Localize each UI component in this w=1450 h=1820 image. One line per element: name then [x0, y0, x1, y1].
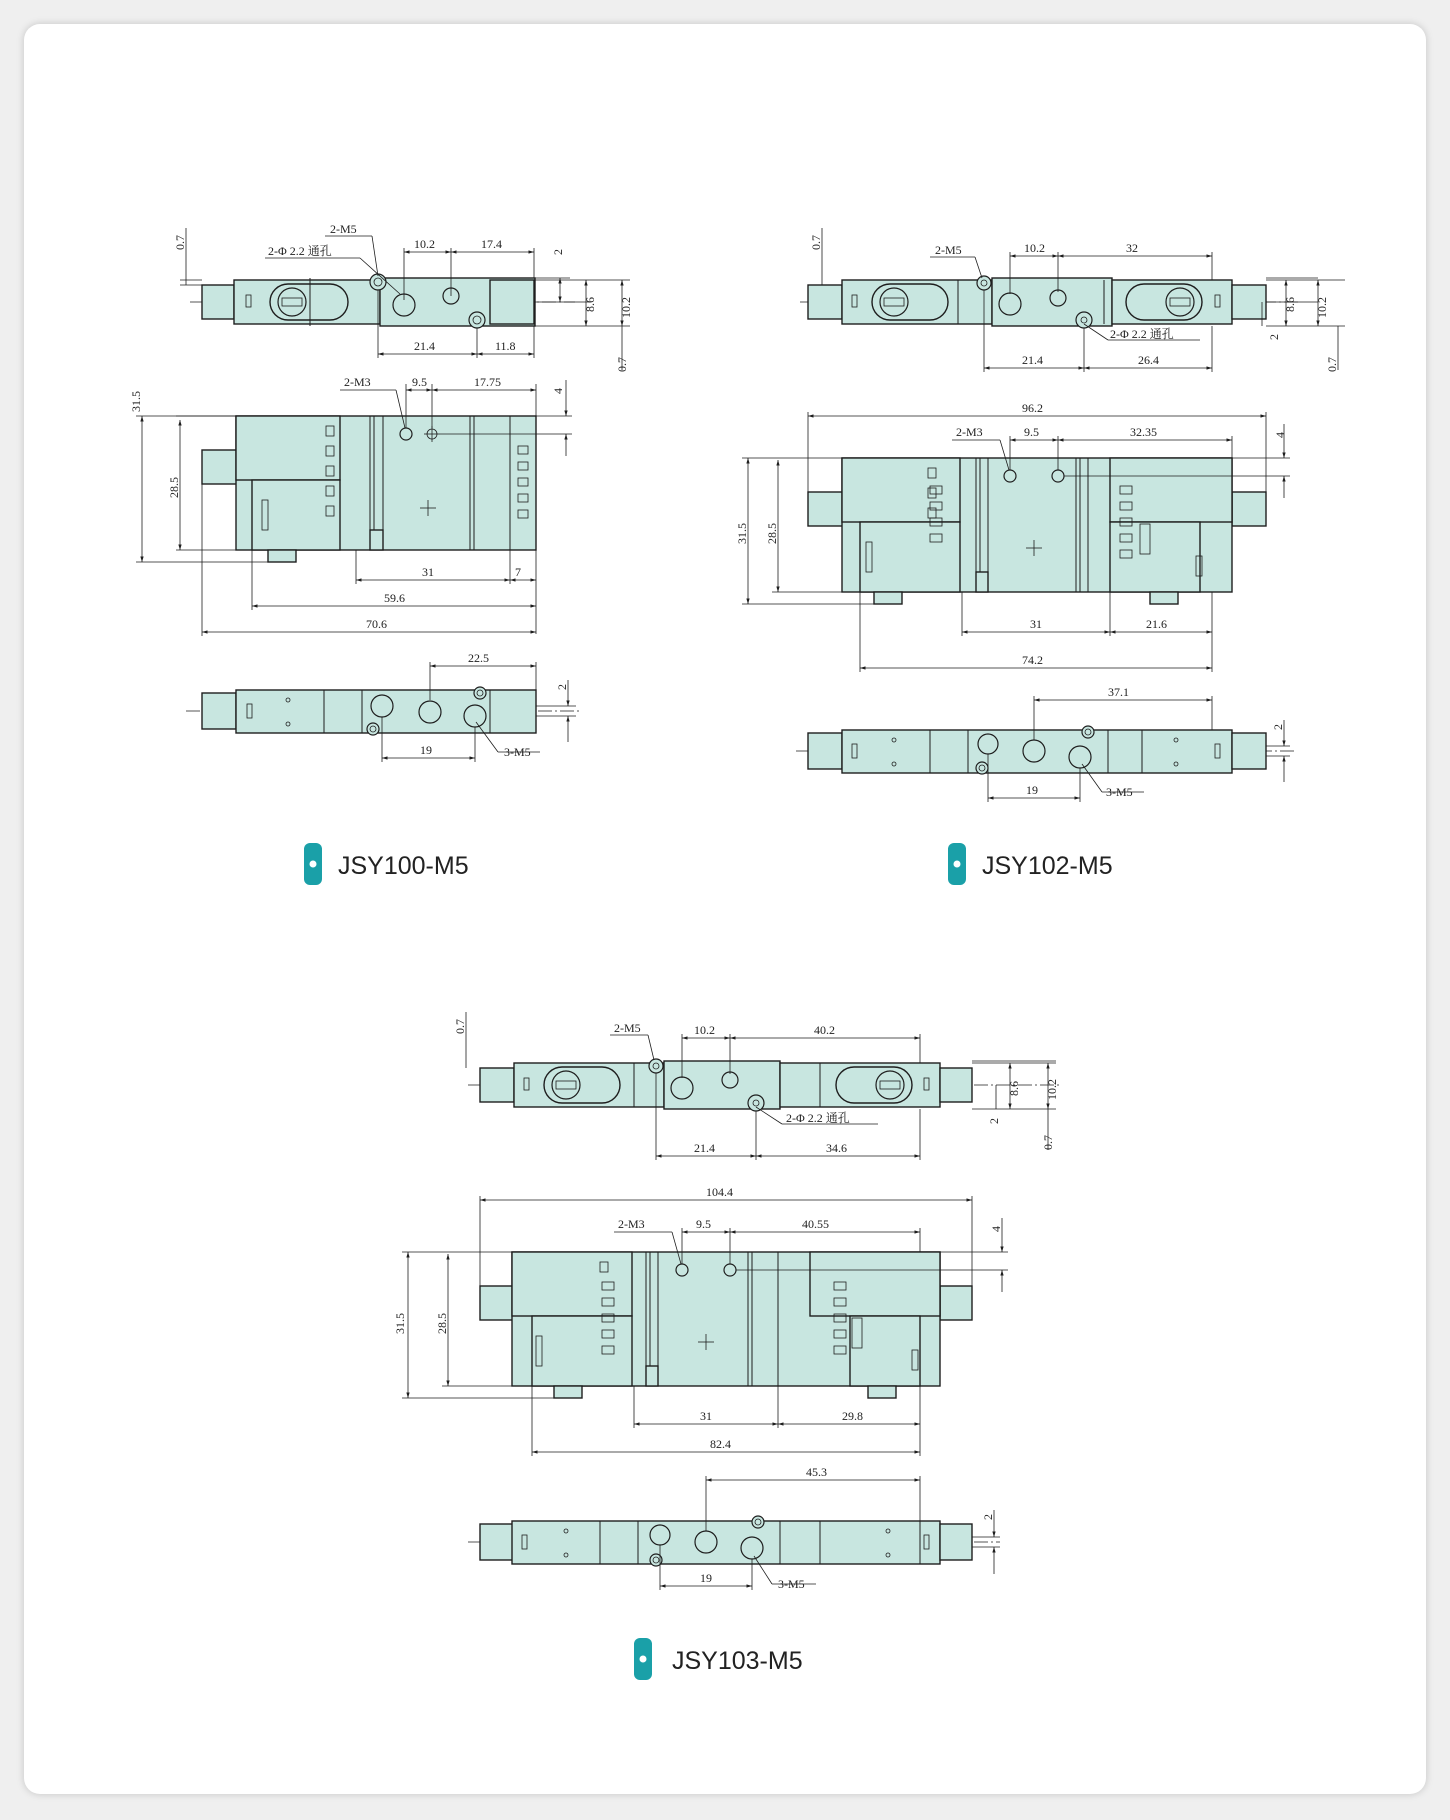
front-view-jsy102: [735, 401, 1290, 672]
front-view-jsy103: [393, 1185, 1008, 1456]
dim-text: 28.5: [435, 1313, 449, 1334]
bottom-view-jsy103: [468, 1465, 1000, 1591]
dim-text: 70.6: [366, 617, 387, 631]
dim-text: 3-M5: [504, 745, 531, 759]
dim-text: 8.6: [1007, 1081, 1021, 1096]
dim-text: 40.2: [814, 1023, 835, 1037]
front-view-jsy100: [129, 375, 572, 636]
dim-text: 2-Φ 2.2 通孔: [786, 1111, 850, 1125]
dim-text: 31.5: [129, 391, 143, 412]
caption-jsy102: [948, 843, 1113, 885]
dim-text: 31: [700, 1409, 712, 1423]
dim-text: 26.4: [1138, 353, 1159, 367]
dim-text: 10.2: [619, 297, 633, 318]
caption-jsy100: [304, 843, 469, 885]
dim-text: 32: [1126, 241, 1138, 255]
caption-jsy103: [634, 1638, 803, 1680]
dim-text: 8.6: [1283, 297, 1297, 312]
dim-text: 2: [981, 1514, 995, 1520]
dim-text: 40.55: [802, 1217, 829, 1231]
model-jsy102: [735, 228, 1345, 885]
dim-text: 2-Φ 2.2 通孔: [1110, 327, 1174, 341]
dim-text: 34.6: [826, 1141, 847, 1155]
dim-text: 10.2: [1045, 1079, 1059, 1100]
model-caption: JSY100-M5: [338, 852, 469, 880]
dim-text: 0.7: [615, 357, 629, 372]
dim-text: 0.7: [809, 235, 823, 250]
model-caption: JSY102-M5: [982, 852, 1113, 880]
dim-text: 0.7: [1041, 1135, 1055, 1150]
dim-text: 9.5: [696, 1217, 711, 1231]
model-jsy103: [393, 1012, 1060, 1680]
dim-text: 10.2: [414, 237, 435, 251]
model-caption: JSY103-M5: [672, 1647, 803, 1675]
dim-text: 0.7: [1325, 357, 1339, 372]
model-jsy100: [129, 222, 633, 885]
dim-text: 28.5: [765, 523, 779, 544]
dim-text: 9.5: [412, 375, 427, 389]
dim-text: 2-M5: [935, 243, 962, 257]
dim-text: 31.5: [735, 523, 749, 544]
dim-text: 2-M3: [956, 425, 983, 439]
dim-text: 19: [1026, 783, 1038, 797]
dim-text: 32.35: [1130, 425, 1157, 439]
dim-text: 29.8: [842, 1409, 863, 1423]
dim-text: 21.4: [1022, 353, 1043, 367]
dim-text: 19: [700, 1571, 712, 1585]
dim-text: 17.4: [481, 237, 502, 251]
dim-text: 17.75: [474, 375, 501, 389]
dim-text: 11.8: [495, 339, 516, 353]
dim-text: 31: [422, 565, 434, 579]
dim-text: 31: [1030, 617, 1042, 631]
top-view-jsy103: [453, 1012, 1060, 1160]
dim-text: 74.2: [1022, 653, 1043, 667]
dim-text: 3-M5: [778, 1577, 805, 1591]
dim-text: 82.4: [710, 1437, 731, 1451]
dim-text: 2-Φ 2.2 通孔: [268, 244, 332, 258]
dim-text: 3-M5: [1106, 785, 1133, 799]
dim-text: 10.2: [1315, 297, 1329, 318]
dim-text: 21.6: [1146, 617, 1167, 631]
dim-text: 0.7: [173, 235, 187, 250]
dim-text: 2-M3: [618, 1217, 645, 1231]
dim-text: 4: [1273, 432, 1287, 438]
dim-text: 10.2: [694, 1023, 715, 1037]
dim-text: 2: [1267, 334, 1281, 340]
dim-text: 8.6: [583, 297, 597, 312]
dim-text: 7: [515, 565, 521, 579]
dim-text: 2: [551, 249, 565, 255]
dim-text: 10.2: [1024, 241, 1045, 255]
dim-text: 96.2: [1022, 401, 1043, 415]
top-view-jsy100: [173, 222, 633, 372]
dim-text: 2: [1271, 724, 1285, 730]
dim-text: 37.1: [1108, 685, 1129, 699]
dim-text: 2: [555, 684, 569, 690]
dim-text: 59.6: [384, 591, 405, 605]
dim-text: 104.4: [706, 1185, 733, 1199]
dim-text: 45.3: [806, 1465, 827, 1479]
dim-text: 4: [989, 1226, 1003, 1232]
dim-text: 22.5: [468, 651, 489, 665]
dim-text: 2-M3: [344, 375, 371, 389]
dim-text: 4: [551, 388, 565, 394]
dim-text: 31.5: [393, 1313, 407, 1334]
bottom-view-jsy102: [796, 685, 1294, 802]
dim-text: 9.5: [1024, 425, 1039, 439]
dim-text: 2: [987, 1118, 1001, 1124]
dim-text: 28.5: [167, 477, 181, 498]
dim-text: 2-M5: [330, 222, 357, 236]
dim-text: 0.7: [453, 1019, 467, 1034]
dim-text: 21.4: [694, 1141, 715, 1155]
bottom-view-jsy100: [186, 651, 580, 762]
dim-text: 2-M5: [614, 1021, 641, 1035]
dim-text: 21.4: [414, 339, 435, 353]
dim-text: 19: [420, 743, 432, 757]
top-view-jsy102: [800, 228, 1345, 372]
